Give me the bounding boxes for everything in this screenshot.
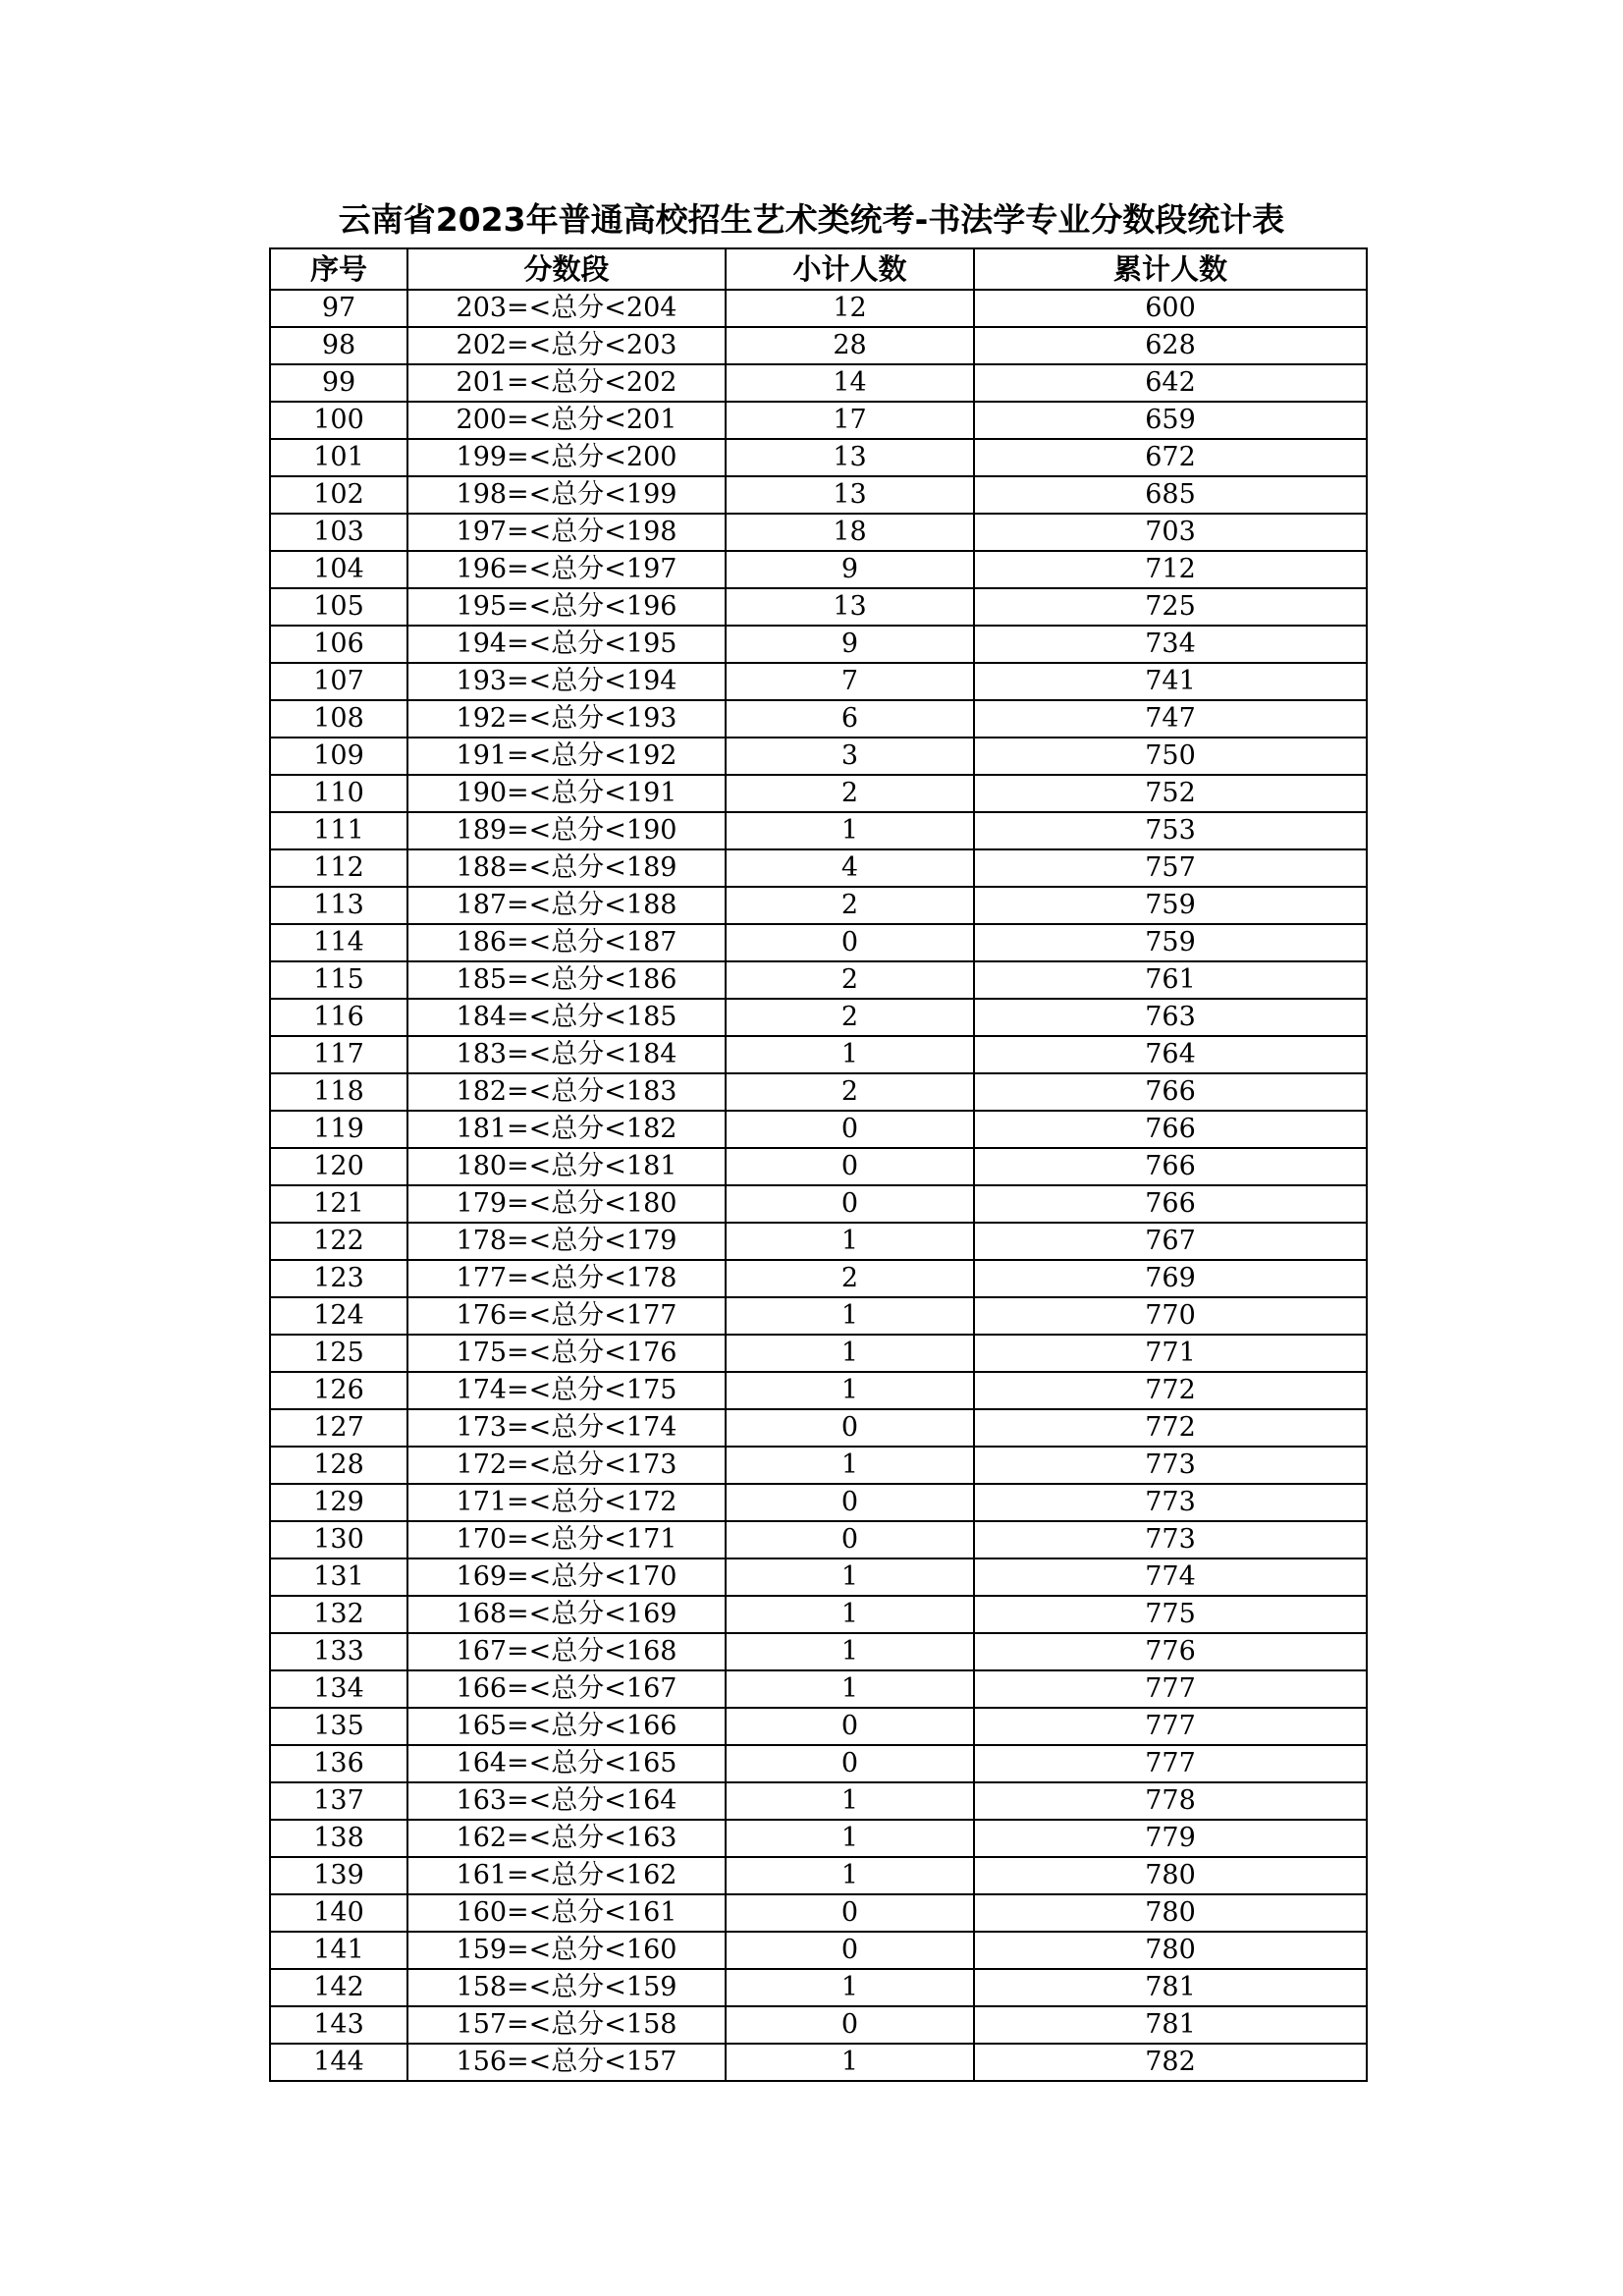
- cell-index: 129: [270, 1484, 407, 1521]
- cell-index: 107: [270, 663, 407, 700]
- table-row: [270, 1745, 1367, 1782]
- table-row: [270, 514, 1367, 551]
- table-row: [270, 402, 1367, 439]
- cell-cumulative: 773: [974, 1484, 1367, 1521]
- cell-index: 122: [270, 1223, 407, 1260]
- cell-subtotal: 4: [726, 849, 974, 887]
- cell-cumulative: 776: [974, 1633, 1367, 1670]
- cell-cumulative: 741: [974, 663, 1367, 700]
- cell-index: 126: [270, 1372, 407, 1409]
- cell-index: 141: [270, 1932, 407, 1969]
- cell-score-range: 168=<总分<169: [407, 1596, 726, 1633]
- cell-cumulative: 764: [974, 1036, 1367, 1073]
- cell-index: 138: [270, 1820, 407, 1857]
- cell-index: 120: [270, 1148, 407, 1185]
- table-row: [270, 476, 1367, 514]
- cell-index: 125: [270, 1335, 407, 1372]
- cell-score-range: 170=<总分<171: [407, 1521, 726, 1558]
- cell-score-range: 169=<总分<170: [407, 1558, 726, 1596]
- cell-subtotal: 1: [726, 812, 974, 849]
- table-row: [270, 1633, 1367, 1670]
- cell-index: 136: [270, 1745, 407, 1782]
- cell-subtotal: 1: [726, 1596, 974, 1633]
- cell-subtotal: 0: [726, 1932, 974, 1969]
- cell-score-range: 165=<总分<166: [407, 1708, 726, 1745]
- cell-subtotal: 0: [726, 1148, 974, 1185]
- table-row: [270, 1148, 1367, 1185]
- cell-index: 118: [270, 1073, 407, 1111]
- cell-cumulative: 600: [974, 290, 1367, 327]
- cell-index: 111: [270, 812, 407, 849]
- table-row: [270, 738, 1367, 775]
- cell-cumulative: 763: [974, 999, 1367, 1036]
- cell-cumulative: 766: [974, 1185, 1367, 1223]
- cell-score-range: 176=<总分<177: [407, 1297, 726, 1335]
- header-row: [270, 248, 1367, 290]
- cell-cumulative: 782: [974, 2044, 1367, 2081]
- table-row: [270, 1260, 1367, 1297]
- cell-cumulative: 725: [974, 588, 1367, 626]
- cell-subtotal: 28: [726, 327, 974, 364]
- cell-score-range: 195=<总分<196: [407, 588, 726, 626]
- score-distribution-table: [269, 247, 1368, 2082]
- table-row: [270, 1596, 1367, 1633]
- cell-score-range: 184=<总分<185: [407, 999, 726, 1036]
- table-row: [270, 1820, 1367, 1857]
- cell-score-range: 177=<总分<178: [407, 1260, 726, 1297]
- table-row: [270, 1073, 1367, 1111]
- header-cumulative: 累计人数: [974, 248, 1367, 290]
- cell-score-range: 194=<总分<195: [407, 626, 726, 663]
- table-row: [270, 812, 1367, 849]
- table-row: [270, 1932, 1367, 1969]
- cell-score-range: 159=<总分<160: [407, 1932, 726, 1969]
- cell-cumulative: 712: [974, 551, 1367, 588]
- cell-score-range: 187=<总分<188: [407, 887, 726, 924]
- table-row: [270, 1782, 1367, 1820]
- cell-cumulative: 767: [974, 1223, 1367, 1260]
- table-row: [270, 1185, 1367, 1223]
- cell-score-range: 174=<总分<175: [407, 1372, 726, 1409]
- cell-subtotal: 1: [726, 1447, 974, 1484]
- cell-score-range: 201=<总分<202: [407, 364, 726, 402]
- cell-cumulative: 642: [974, 364, 1367, 402]
- cell-cumulative: 781: [974, 2006, 1367, 2044]
- cell-subtotal: 1: [726, 1223, 974, 1260]
- cell-cumulative: 773: [974, 1521, 1367, 1558]
- cell-cumulative: 672: [974, 439, 1367, 476]
- cell-index: 100: [270, 402, 407, 439]
- cell-subtotal: 2: [726, 775, 974, 812]
- cell-cumulative: 659: [974, 402, 1367, 439]
- table-row: [270, 551, 1367, 588]
- cell-cumulative: 759: [974, 887, 1367, 924]
- cell-subtotal: 13: [726, 476, 974, 514]
- cell-index: 135: [270, 1708, 407, 1745]
- cell-score-range: 156=<总分<157: [407, 2044, 726, 2081]
- cell-index: 119: [270, 1111, 407, 1148]
- cell-index: 144: [270, 2044, 407, 2081]
- cell-index: 127: [270, 1409, 407, 1447]
- cell-index: 103: [270, 514, 407, 551]
- cell-cumulative: 771: [974, 1335, 1367, 1372]
- cell-cumulative: 757: [974, 849, 1367, 887]
- cell-subtotal: 1: [726, 1670, 974, 1708]
- table-row: [270, 1894, 1367, 1932]
- table-row: [270, 700, 1367, 738]
- cell-subtotal: 1: [726, 1857, 974, 1894]
- cell-score-range: 190=<总分<191: [407, 775, 726, 812]
- cell-index: 115: [270, 961, 407, 999]
- table-row: [270, 588, 1367, 626]
- cell-cumulative: 766: [974, 1111, 1367, 1148]
- cell-subtotal: 14: [726, 364, 974, 402]
- cell-subtotal: 13: [726, 588, 974, 626]
- cell-subtotal: 1: [726, 1969, 974, 2006]
- cell-index: 121: [270, 1185, 407, 1223]
- cell-index: 133: [270, 1633, 407, 1670]
- table-row: [270, 1558, 1367, 1596]
- cell-subtotal: 1: [726, 2044, 974, 2081]
- cell-score-range: 182=<总分<183: [407, 1073, 726, 1111]
- cell-cumulative: 685: [974, 476, 1367, 514]
- cell-score-range: 193=<总分<194: [407, 663, 726, 700]
- cell-cumulative: 780: [974, 1857, 1367, 1894]
- table-row: [270, 1670, 1367, 1708]
- cell-index: 110: [270, 775, 407, 812]
- cell-score-range: 162=<总分<163: [407, 1820, 726, 1857]
- cell-index: 109: [270, 738, 407, 775]
- table-row: [270, 961, 1367, 999]
- cell-cumulative: 772: [974, 1409, 1367, 1447]
- cell-index: 104: [270, 551, 407, 588]
- cell-index: 116: [270, 999, 407, 1036]
- cell-subtotal: 2: [726, 887, 974, 924]
- cell-subtotal: 0: [726, 1409, 974, 1447]
- cell-cumulative: 780: [974, 1932, 1367, 1969]
- cell-cumulative: 703: [974, 514, 1367, 551]
- cell-index: 106: [270, 626, 407, 663]
- cell-subtotal: 0: [726, 2006, 974, 2044]
- cell-index: 140: [270, 1894, 407, 1932]
- cell-score-range: 180=<总分<181: [407, 1148, 726, 1185]
- cell-cumulative: 781: [974, 1969, 1367, 2006]
- cell-score-range: 197=<总分<198: [407, 514, 726, 551]
- cell-cumulative: 778: [974, 1782, 1367, 1820]
- table-row: [270, 1484, 1367, 1521]
- cell-score-range: 163=<总分<164: [407, 1782, 726, 1820]
- header-index: 序号: [270, 248, 407, 290]
- table-row: [270, 663, 1367, 700]
- cell-score-range: 173=<总分<174: [407, 1409, 726, 1447]
- cell-score-range: 181=<总分<182: [407, 1111, 726, 1148]
- cell-index: 130: [270, 1521, 407, 1558]
- table-row: [270, 1521, 1367, 1558]
- cell-subtotal: 1: [726, 1335, 974, 1372]
- cell-score-range: 158=<总分<159: [407, 1969, 726, 2006]
- table-header: [270, 248, 1367, 290]
- cell-score-range: 171=<总分<172: [407, 1484, 726, 1521]
- cell-score-range: 166=<总分<167: [407, 1670, 726, 1708]
- cell-subtotal: 13: [726, 439, 974, 476]
- cell-subtotal: 17: [726, 402, 974, 439]
- cell-score-range: 198=<总分<199: [407, 476, 726, 514]
- table-row: [270, 1111, 1367, 1148]
- cell-score-range: 186=<总分<187: [407, 924, 726, 961]
- cell-index: 143: [270, 2006, 407, 2044]
- cell-score-range: 199=<总分<200: [407, 439, 726, 476]
- table-row: [270, 1708, 1367, 1745]
- cell-score-range: 196=<总分<197: [407, 551, 726, 588]
- cell-index: 99: [270, 364, 407, 402]
- page-title: 云南省2023年普通高校招生艺术类统考-书法学专业分数段统计表: [338, 200, 1285, 239]
- cell-subtotal: 0: [726, 1111, 974, 1148]
- cell-index: 142: [270, 1969, 407, 2006]
- cell-index: 105: [270, 588, 407, 626]
- cell-index: 112: [270, 849, 407, 887]
- cell-score-range: 185=<总分<186: [407, 961, 726, 999]
- cell-subtotal: 0: [726, 1894, 974, 1932]
- cell-index: 139: [270, 1857, 407, 1894]
- table-row: [270, 999, 1367, 1036]
- cell-subtotal: 1: [726, 1372, 974, 1409]
- cell-score-range: 200=<总分<201: [407, 402, 726, 439]
- cell-subtotal: 1: [726, 1558, 974, 1596]
- cell-score-range: 175=<总分<176: [407, 1335, 726, 1372]
- cell-score-range: 188=<总分<189: [407, 849, 726, 887]
- cell-subtotal: 2: [726, 999, 974, 1036]
- cell-index: 128: [270, 1447, 407, 1484]
- table-row: [270, 1372, 1367, 1409]
- cell-subtotal: 9: [726, 551, 974, 588]
- cell-score-range: 160=<总分<161: [407, 1894, 726, 1932]
- cell-subtotal: 0: [726, 1708, 974, 1745]
- table-row: [270, 887, 1367, 924]
- cell-index: 108: [270, 700, 407, 738]
- cell-cumulative: 734: [974, 626, 1367, 663]
- cell-score-range: 164=<总分<165: [407, 1745, 726, 1782]
- table-row: [270, 775, 1367, 812]
- cell-cumulative: 769: [974, 1260, 1367, 1297]
- cell-index: 124: [270, 1297, 407, 1335]
- cell-score-range: 167=<总分<168: [407, 1633, 726, 1670]
- cell-subtotal: 2: [726, 961, 974, 999]
- cell-index: 137: [270, 1782, 407, 1820]
- cell-cumulative: 777: [974, 1670, 1367, 1708]
- cell-cumulative: 774: [974, 1558, 1367, 1596]
- cell-score-range: 191=<总分<192: [407, 738, 726, 775]
- cell-index: 101: [270, 439, 407, 476]
- cell-cumulative: 777: [974, 1708, 1367, 1745]
- cell-cumulative: 773: [974, 1447, 1367, 1484]
- cell-index: 117: [270, 1036, 407, 1073]
- cell-score-range: 172=<总分<173: [407, 1447, 726, 1484]
- cell-cumulative: 772: [974, 1372, 1367, 1409]
- cell-index: 113: [270, 887, 407, 924]
- cell-subtotal: 1: [726, 1820, 974, 1857]
- cell-index: 97: [270, 290, 407, 327]
- cell-subtotal: 0: [726, 1521, 974, 1558]
- table-row: [270, 1335, 1367, 1372]
- cell-subtotal: 1: [726, 1633, 974, 1670]
- cell-cumulative: 628: [974, 327, 1367, 364]
- cell-cumulative: 777: [974, 1745, 1367, 1782]
- cell-subtotal: 1: [726, 1297, 974, 1335]
- cell-index: 114: [270, 924, 407, 961]
- cell-cumulative: 747: [974, 700, 1367, 738]
- cell-subtotal: 1: [726, 1782, 974, 1820]
- cell-subtotal: 3: [726, 738, 974, 775]
- cell-index: 98: [270, 327, 407, 364]
- table-row: [270, 849, 1367, 887]
- table-row: [270, 2006, 1367, 2044]
- table-row: [270, 1969, 1367, 2006]
- cell-cumulative: 759: [974, 924, 1367, 961]
- cell-subtotal: 2: [726, 1260, 974, 1297]
- cell-score-range: 157=<总分<158: [407, 2006, 726, 2044]
- cell-index: 134: [270, 1670, 407, 1708]
- table-row: [270, 439, 1367, 476]
- cell-score-range: 183=<总分<184: [407, 1036, 726, 1073]
- table-row: [270, 2044, 1367, 2081]
- cell-subtotal: 0: [726, 1185, 974, 1223]
- header-subtotal: 小计人数: [726, 248, 974, 290]
- table-row: [270, 1297, 1367, 1335]
- cell-score-range: 178=<总分<179: [407, 1223, 726, 1260]
- cell-subtotal: 0: [726, 924, 974, 961]
- cell-score-range: 189=<总分<190: [407, 812, 726, 849]
- cell-subtotal: 12: [726, 290, 974, 327]
- cell-index: 131: [270, 1558, 407, 1596]
- cell-index: 132: [270, 1596, 407, 1633]
- table-row: [270, 1223, 1367, 1260]
- cell-cumulative: 775: [974, 1596, 1367, 1633]
- cell-cumulative: 753: [974, 812, 1367, 849]
- cell-subtotal: 7: [726, 663, 974, 700]
- table-row: [270, 1036, 1367, 1073]
- cell-subtotal: 0: [726, 1484, 974, 1521]
- cell-subtotal: 18: [726, 514, 974, 551]
- cell-score-range: 192=<总分<193: [407, 700, 726, 738]
- table-row: [270, 327, 1367, 364]
- cell-subtotal: 6: [726, 700, 974, 738]
- cell-cumulative: 780: [974, 1894, 1367, 1932]
- table-row: [270, 626, 1367, 663]
- cell-subtotal: 2: [726, 1073, 974, 1111]
- table-row: [270, 1409, 1367, 1447]
- cell-score-range: 203=<总分<204: [407, 290, 726, 327]
- cell-index: 102: [270, 476, 407, 514]
- header-score-range: 分数段: [407, 248, 726, 290]
- cell-index: 123: [270, 1260, 407, 1297]
- cell-cumulative: 766: [974, 1073, 1367, 1111]
- cell-cumulative: 761: [974, 961, 1367, 999]
- cell-cumulative: 752: [974, 775, 1367, 812]
- cell-subtotal: 1: [726, 1036, 974, 1073]
- table-row: [270, 924, 1367, 961]
- table-body: [270, 290, 1367, 2081]
- cell-subtotal: 0: [726, 1745, 974, 1782]
- cell-subtotal: 9: [726, 626, 974, 663]
- table-row: [270, 1857, 1367, 1894]
- table-row: [270, 364, 1367, 402]
- table-row: [270, 290, 1367, 327]
- cell-cumulative: 766: [974, 1148, 1367, 1185]
- cell-score-range: 161=<总分<162: [407, 1857, 726, 1894]
- cell-cumulative: 770: [974, 1297, 1367, 1335]
- table-row: [270, 1447, 1367, 1484]
- cell-cumulative: 750: [974, 738, 1367, 775]
- cell-cumulative: 779: [974, 1820, 1367, 1857]
- cell-score-range: 179=<总分<180: [407, 1185, 726, 1223]
- cell-score-range: 202=<总分<203: [407, 327, 726, 364]
